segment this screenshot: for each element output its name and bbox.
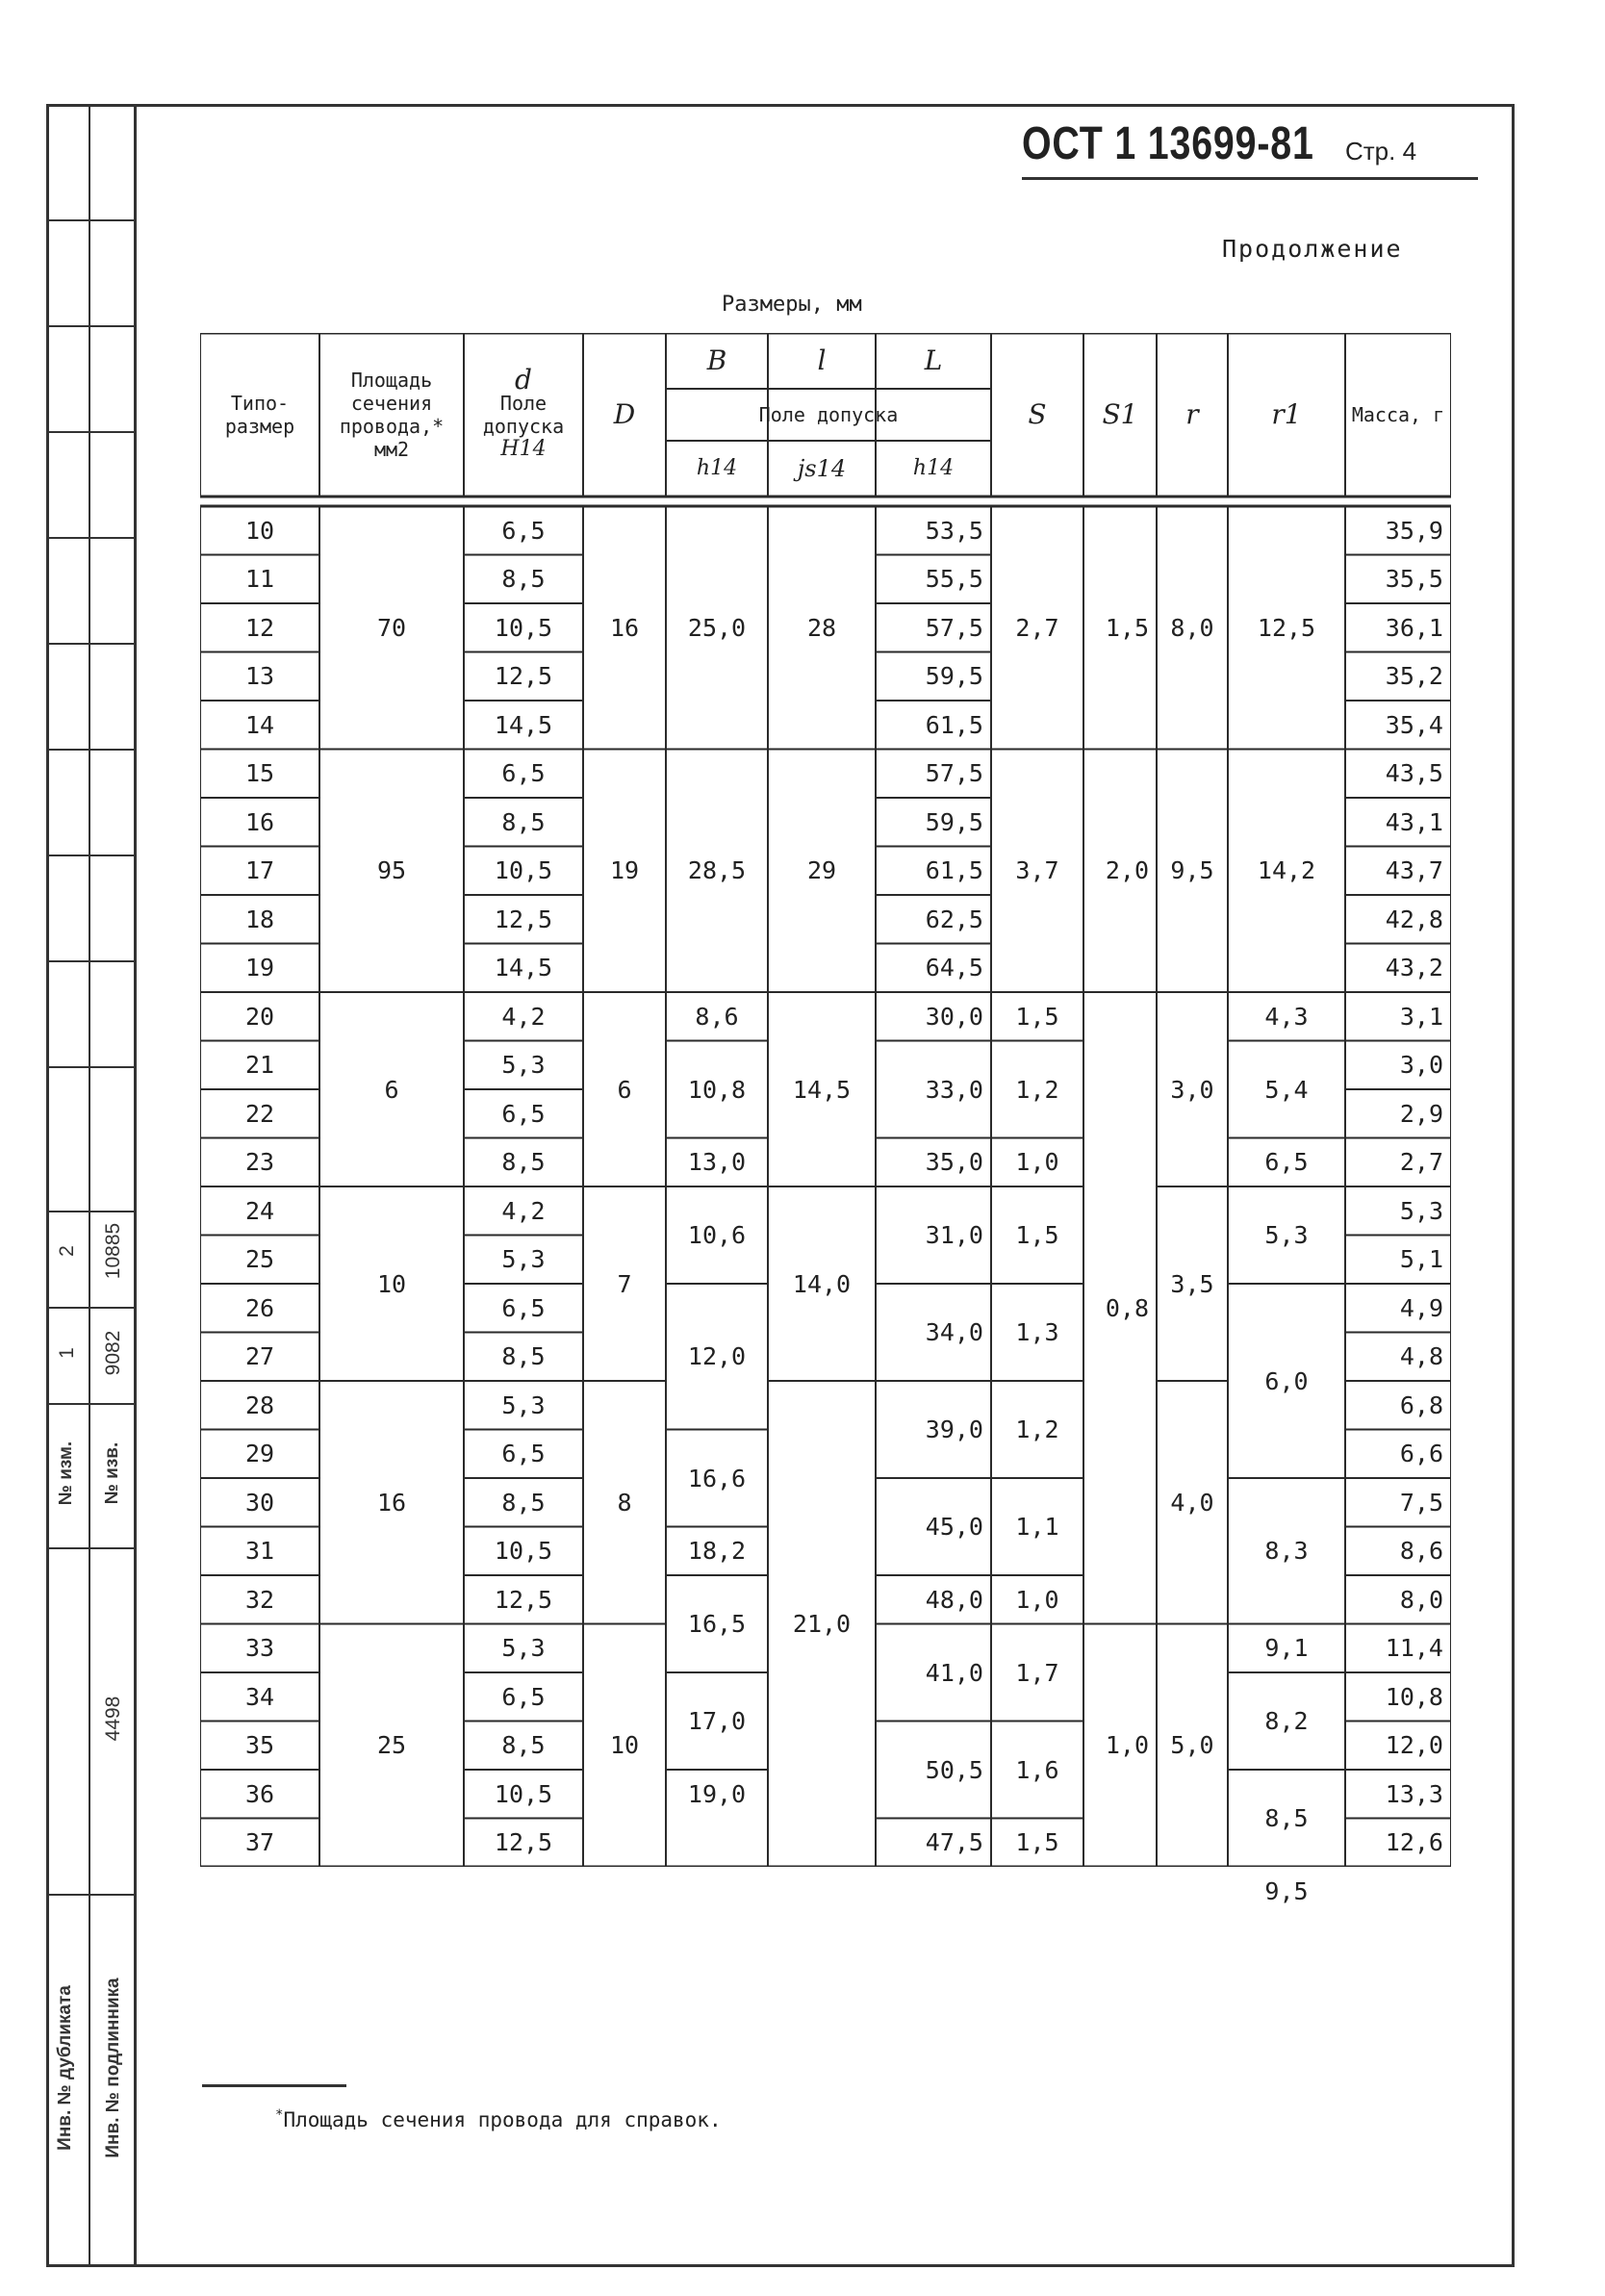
d-cell: 6,5 (501, 1099, 546, 1128)
hdr-L-tol: h14 (912, 456, 955, 480)
S-cell: 1,0 (1015, 1148, 1059, 1177)
r-cell: 5,0 (1170, 1731, 1214, 1760)
d-cell: 5,3 (501, 1390, 546, 1419)
S-cell: 1,2 (1015, 1416, 1059, 1443)
type-size-cell: 30 (244, 1488, 275, 1517)
l-cell: 29 (806, 856, 837, 885)
hdr-tol-field: Поле допуска (758, 403, 899, 426)
hdr-d: d Поле допуска H14 (482, 364, 565, 461)
hdr-D: D (613, 398, 636, 430)
d-cell: 5,3 (501, 1634, 546, 1663)
mass-cell: 43,2 (1385, 954, 1443, 982)
hdr-r: r (1185, 398, 1199, 430)
B-cell: 10,8 (687, 1075, 747, 1104)
type-size-cell: 11 (244, 565, 275, 594)
d-cell: 14,5 (494, 710, 553, 739)
mass-cell: 2,9 (1399, 1099, 1443, 1128)
d-cell: 10,5 (494, 1779, 553, 1808)
S1-cell: 1,5 (1105, 613, 1149, 642)
d-cell: 8,5 (501, 1342, 546, 1371)
r1-cell: 9,1 (1264, 1634, 1309, 1663)
S-cell: 1,7 (1015, 1658, 1059, 1687)
d-cell: 6,5 (501, 1682, 546, 1711)
d-cell: 14,5 (494, 954, 553, 982)
B-cell: 19,0 (687, 1779, 747, 1808)
type-size-cell: 10 (244, 516, 275, 545)
L-cell: 62,5 (925, 905, 983, 933)
r1-cell: 6,0 (1264, 1366, 1309, 1395)
d-cell: 10,5 (494, 1537, 553, 1566)
mass-cell: 3,0 (1399, 1051, 1443, 1080)
mass-cell: 8,6 (1399, 1537, 1443, 1566)
B-cell: 10,6 (687, 1221, 747, 1249)
r1-cell: 9,5 (1264, 1876, 1309, 1905)
type-size-cell: 14 (244, 710, 275, 739)
type-size-cell: 36 (244, 1779, 275, 1808)
S-cell: 1,2 (1015, 1075, 1059, 1104)
orig-label: Инв. № подлинника (103, 1977, 123, 2158)
B-cell: 12,0 (687, 1342, 747, 1371)
d-cell: 8,5 (501, 1488, 546, 1517)
type-size-cell: 33 (244, 1634, 275, 1663)
d-cell: 5,3 (501, 1051, 546, 1080)
L-cell: 31,0 (925, 1221, 983, 1249)
mass-cell: 11,4 (1385, 1634, 1443, 1663)
hdr-area: Площадь сечения провода,* мм2 (339, 369, 445, 461)
hdr-l: l (817, 344, 827, 376)
d-cell: 5,3 (501, 1245, 546, 1274)
d-cell: 6,5 (501, 516, 546, 545)
L-cell: 53,5 (925, 516, 983, 545)
change-doc-1: 9082 (102, 1330, 124, 1376)
mass-cell: 12,0 (1385, 1731, 1443, 1760)
mass-cell: 6,6 (1399, 1440, 1443, 1468)
type-size-cell: 19 (244, 954, 275, 982)
r1-cell: 14,2 (1257, 856, 1316, 885)
S-cell: 1,5 (1015, 1221, 1059, 1249)
S-cell: 1,1 (1015, 1513, 1059, 1541)
change-num-1: 1 (56, 1347, 78, 1359)
S-cell: 1,5 (1015, 1002, 1059, 1031)
hdr-B: B (706, 344, 727, 376)
change-num-2: 2 (56, 1245, 78, 1257)
B-cell: 13,0 (687, 1148, 747, 1177)
area-cell: 70 (376, 613, 407, 642)
L-cell: 57,5 (925, 759, 983, 788)
type-size-cell: 18 (244, 905, 275, 933)
mass-cell: 42,8 (1385, 905, 1443, 933)
D-cell: 6 (617, 1075, 632, 1104)
inv-number: 4498 (102, 1696, 124, 1742)
d-cell: 10,5 (494, 613, 553, 642)
B-cell: 28,5 (687, 856, 747, 885)
continuation-label: Продолжение (1222, 235, 1403, 263)
L-cell: 41,0 (925, 1658, 983, 1687)
d-cell: 4,2 (501, 1196, 546, 1225)
type-size-cell: 37 (244, 1828, 275, 1857)
area-cell: 95 (376, 856, 407, 885)
type-size-cell: 17 (244, 856, 275, 885)
change-doc-2: 10885 (102, 1222, 124, 1280)
B-cell: 16,6 (687, 1464, 747, 1492)
area-cell: 16 (376, 1488, 407, 1517)
hdr-B-tol: h14 (696, 456, 738, 480)
L-cell: 61,5 (925, 856, 983, 885)
mass-cell: 2,7 (1399, 1148, 1443, 1177)
L-cell: 34,0 (925, 1318, 983, 1346)
d-cell: 6,5 (501, 1440, 546, 1468)
L-cell: 64,5 (925, 954, 983, 982)
d-cell: 8,5 (501, 565, 546, 594)
mass-cell: 36,1 (1385, 613, 1443, 642)
r1-cell: 5,4 (1264, 1075, 1309, 1104)
hdr-mass: Масса, г (1351, 403, 1445, 426)
hdr-S1: S1 (1102, 398, 1138, 430)
L-cell: 59,5 (925, 807, 983, 836)
type-size-cell: 16 (244, 807, 275, 836)
S-cell: 1,0 (1015, 1585, 1059, 1614)
L-cell: 33,0 (925, 1075, 983, 1104)
D-cell: 7 (617, 1269, 632, 1298)
d-cell: 6,5 (501, 1293, 546, 1322)
hdr-L: L (924, 344, 943, 376)
D-cell: 10 (609, 1731, 640, 1760)
B-cell: 16,5 (687, 1610, 747, 1638)
mass-cell: 13,3 (1385, 1779, 1443, 1808)
d-cell: 8,5 (501, 1731, 546, 1760)
type-size-cell: 20 (244, 1002, 275, 1031)
d-cell: 10,5 (494, 856, 553, 885)
mass-cell: 12,6 (1385, 1828, 1443, 1857)
mass-cell: 35,4 (1385, 710, 1443, 739)
dimensions-table (200, 333, 1451, 1905)
B-cell: 25,0 (687, 613, 747, 642)
type-size-cell: 22 (244, 1099, 275, 1128)
d-cell: 4,2 (501, 1002, 546, 1031)
S-cell: 2,7 (1015, 613, 1059, 642)
B-cell: 18,2 (687, 1537, 747, 1566)
mass-cell: 10,8 (1385, 1682, 1443, 1711)
L-cell: 45,0 (925, 1513, 983, 1541)
mass-cell: 3,1 (1399, 1002, 1443, 1031)
hdr-type-size: Типо- размер (224, 392, 295, 438)
D-cell: 16 (609, 613, 640, 642)
mass-cell: 35,9 (1385, 516, 1443, 545)
change-doc-label: № изв. (102, 1441, 122, 1505)
L-cell: 55,5 (925, 565, 983, 594)
l-cell: 14,0 (792, 1269, 852, 1298)
S-cell: 1,3 (1015, 1318, 1059, 1346)
d-cell: 12,5 (494, 905, 553, 933)
type-size-cell: 21 (244, 1051, 275, 1080)
page-label: Стр. 4 (1345, 137, 1417, 166)
l-cell: 14,5 (792, 1075, 852, 1104)
type-size-cell: 15 (244, 759, 275, 788)
dup-label: Инв. № дубликата (55, 1985, 75, 2151)
footnote: *Площадь сечения провода для справок. (275, 2107, 722, 2131)
L-cell: 35,0 (925, 1148, 983, 1177)
d-cell: 12,5 (494, 1585, 553, 1614)
area-cell: 25 (376, 1731, 407, 1760)
type-size-cell: 24 (244, 1196, 275, 1225)
L-cell: 57,5 (925, 613, 983, 642)
type-size-cell: 26 (244, 1293, 275, 1322)
area-cell: 6 (384, 1075, 399, 1104)
hdr-r1: r1 (1271, 398, 1302, 430)
r-cell: 3,0 (1170, 1075, 1214, 1104)
r1-cell: 6,5 (1264, 1148, 1309, 1177)
r1-cell: 8,3 (1264, 1537, 1309, 1566)
mass-cell: 4,8 (1399, 1342, 1443, 1371)
r-cell: 8,0 (1170, 613, 1214, 642)
mass-cell: 43,5 (1385, 759, 1443, 788)
r-cell: 9,5 (1170, 856, 1214, 885)
L-cell: 30,0 (925, 1002, 983, 1031)
hdr-l-tol: js14 (797, 455, 847, 482)
header-rule (1022, 177, 1478, 180)
type-size-cell: 12 (244, 613, 275, 642)
S1-cell: 1,0 (1105, 1731, 1149, 1760)
dimensions-note: Размеры, мм (722, 293, 862, 317)
type-size-cell: 34 (244, 1682, 275, 1711)
mass-cell: 7,5 (1399, 1488, 1443, 1517)
d-cell: 6,5 (501, 759, 546, 788)
L-cell: 50,5 (925, 1755, 983, 1784)
mass-cell: 35,5 (1385, 565, 1443, 594)
mass-cell: 4,9 (1399, 1293, 1443, 1322)
mass-cell: 35,2 (1385, 662, 1443, 691)
L-cell: 39,0 (925, 1416, 983, 1443)
S1-cell: 2,0 (1105, 856, 1149, 885)
d-cell: 8,5 (501, 807, 546, 836)
B-cell: 17,0 (687, 1707, 747, 1735)
D-cell: 19 (609, 856, 640, 885)
L-cell: 47,5 (925, 1828, 983, 1857)
S-cell: 1,6 (1015, 1755, 1059, 1784)
type-size-cell: 31 (244, 1537, 275, 1566)
mass-cell: 5,3 (1399, 1196, 1443, 1225)
d-cell: 12,5 (494, 1828, 553, 1857)
l-cell: 21,0 (792, 1610, 852, 1638)
margin-strip (46, 104, 137, 2267)
type-size-cell: 25 (244, 1245, 275, 1274)
S-cell: 3,7 (1015, 856, 1059, 885)
B-cell: 8,6 (695, 1002, 739, 1031)
type-size-cell: 13 (244, 662, 275, 691)
area-cell: 10 (376, 1269, 407, 1298)
L-cell: 61,5 (925, 710, 983, 739)
mass-cell: 43,7 (1385, 856, 1443, 885)
L-cell: 48,0 (925, 1585, 983, 1614)
type-size-cell: 29 (244, 1440, 275, 1468)
r1-cell: 5,3 (1264, 1221, 1309, 1249)
r1-cell: 12,5 (1257, 613, 1316, 642)
r1-cell: 4,3 (1264, 1002, 1309, 1031)
footnote-rule (202, 2084, 346, 2087)
r-cell: 3,5 (1170, 1269, 1214, 1298)
S-cell: 1,5 (1015, 1828, 1059, 1857)
mass-cell: 5,1 (1399, 1245, 1443, 1274)
type-size-cell: 27 (244, 1342, 275, 1371)
type-size-cell: 32 (244, 1585, 275, 1614)
S1-cell: 0,8 (1105, 1293, 1149, 1322)
mass-cell: 43,1 (1385, 807, 1443, 836)
type-size-cell: 35 (244, 1731, 275, 1760)
r1-cell: 8,5 (1264, 1804, 1309, 1832)
L-cell: 59,5 (925, 662, 983, 691)
d-cell: 12,5 (494, 662, 553, 691)
hdr-S: S (1028, 398, 1047, 430)
d-cell: 8,5 (501, 1148, 546, 1177)
type-size-cell: 28 (244, 1390, 275, 1419)
type-size-cell: 23 (244, 1148, 275, 1177)
mass-cell: 6,8 (1399, 1390, 1443, 1419)
mass-cell: 8,0 (1399, 1585, 1443, 1614)
r1-cell: 8,2 (1264, 1707, 1309, 1735)
doc-code: ОСТ 1 13699-81 (1022, 118, 1314, 169)
D-cell: 8 (617, 1488, 632, 1517)
change-no-label: № изм. (56, 1441, 76, 1506)
r-cell: 4,0 (1170, 1488, 1214, 1517)
l-cell: 28 (806, 613, 837, 642)
